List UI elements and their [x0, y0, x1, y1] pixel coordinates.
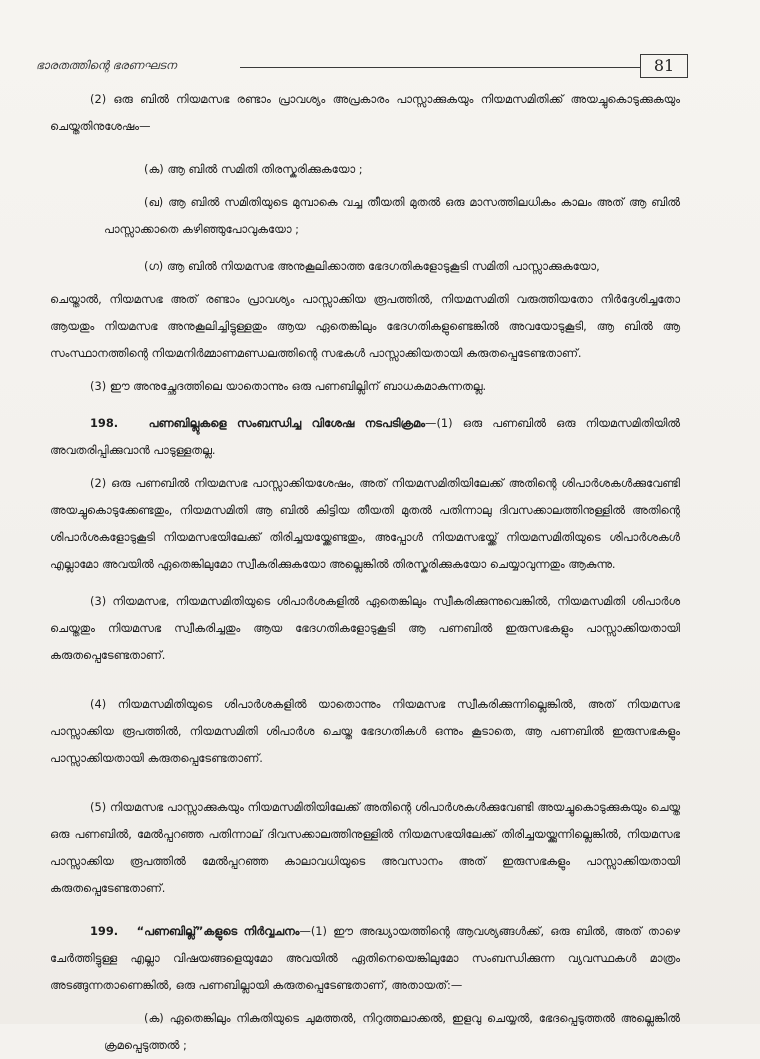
- page-header: [28, 56, 678, 80]
- section-number: 199.: [90, 924, 119, 938]
- section-title: “പണബില്ല്”കളുടെ നിർവ്വചനം: [136, 924, 300, 938]
- section-text: —(1) ഒരു പണബിൽ ഒരു നിയമസമിതിയിൽ അവതരിപ്പിക്കുവാൻ പാടുള്ളതല്ല.: [50, 416, 680, 457]
- paragraph-197-2: (2) ഒരു ബിൽ നിയമസഭ രണ്ടാം പ്രാവശ്യം അപ്രകാരം പാസ്സാക്കുകയും നിയമസമിതിക്ക് അയച്ചുകൊടുക്കുകയും ചെയ്തതിനുശേഷം—: [50, 92, 680, 133]
- section-text: —(1) ഈ അദ്ധ്യായത്തിന്റെ ആവശ്യങ്ങൾക്ക്, ഒരു ബിൽ, അത് താഴെ ചേർത്തിട്ടുള്ള എല്ലാ വിഷയങ്ങളെയുമോ അവയിൽ ഏതിനെയെങ്കിലുമോ സംബന്ധിക്കുന്ന വ്യവസ്ഥകൾ മാത്രം അടങ്ങുന്നതാണെങ്കിൽ, ഒരു പണബില്ലായി കരുതപ്പെടേണ്ടതാണ്, അതായത്:—: [50, 924, 680, 992]
- page-body: [50, 86, 680, 1059]
- section-number: 198.: [90, 416, 119, 430]
- section-198-heading: [50, 410, 680, 464]
- paragraph-197-2-continuation: ചെയ്താൽ, നിയമസഭ അത് രണ്ടാം പ്രാവശ്യം പാസ്സാക്കിയ രൂപത്തിൽ, നിയമസമിതി വരുത്തിയതോ നിർദ്ദേശിച്ചതോ ആയതും നിയമസഭ അനുകൂലിച്ചിട്ടുള്ളതും ആയ ഏതെങ്കിലും ഭേദഗതികളുണ്ടെങ്കിൽ അവയോടുകൂടി, ആ ബിൽ ആ സംസ്ഥാനത്തിന്റെ നിയമനിർമ്മാണമണ്ഡലത്തിന്റെ സഭകൾ പാസ്സാക്കിയതായി കരുതപ്പെടേണ്ടതാണ്.: [50, 292, 680, 360]
- clause-197-2-b: (ഖ) ആ ബിൽ സമിതിയുടെ മുമ്പാകെ വച്ച തീയതി മുതൽ ഒരു മാസത്തിലധികം കാലം അത് ആ ബിൽ പാസ്സാക്കാതെ കഴിഞ്ഞുപോവുകയോ ;: [104, 195, 680, 236]
- clause-199-1-a: (ക) ഏതെങ്കിലും നികുതിയുടെ ചുമത്തൽ, നിറുത്തലാക്കൽ, ഇളവു ചെയ്യൽ, ഭേദപ്പെടുത്തൽ അല്ലെങ്കിൽ ക്രമപ്പെടുത്തൽ ;: [104, 1011, 680, 1052]
- paragraph-198-5: (5) നിയമസഭ പാസ്സാക്കുകയും നിയമസമിതിയിലേക്ക് അതിന്റെ ശിപാർശകൾക്കുവേണ്ടി അയച്ചുകൊടുക്കുകയും ചെയ്ത ഒരു പണബിൽ, മേൽപ്പറഞ്ഞ പതിന്നാല് ദിവസക്കാലത്തിനുള്ളിൽ നിയമസഭയിലേക്ക് തിരിച്ചയയ്ക്കുന്നില്ലെങ്കിൽ, നിയമസഭ പാസ്സാക്കിയ രൂപത്തിൽ മേൽപ്പറഞ്ഞ കാലാവധിയുടെ അവസാനം അത് ഇരുസഭകളും പാസ്സാക്കിയതായി കരുതപ്പെടേണ്ടതാണ്.: [50, 800, 680, 895]
- clause-197-2-a: (ക) ആ ബിൽ സമിതി തിരസ്കരിക്കുകയോ ;: [144, 162, 363, 176]
- paragraph-198-3: (3) നിയമസഭ, നിയമസമിതിയുടെ ശിപാർശകളിൽ ഏതെങ്കിലും സ്വീകരിക്കുന്നുവെങ്കിൽ, നിയമസമിതി ശിപാർശ ചെയ്തതും നിയമസഭ സ്വീകരിച്ചതും ആയ ഭേദഗതികളോടുകൂടി ആ പണബിൽ ഇരുസഭകളും പാസ്സാക്കിയതായി കരുതപ്പെടേണ്ടതാണ്.: [50, 594, 680, 662]
- running-title: ഭാരതത്തിന്റെ ഭരണഘടന: [36, 58, 177, 72]
- paragraph-198-4: (4) നിയമസമിതിയുടെ ശിപാർശകളിൽ യാതൊന്നും നിയമസഭ സ്വീകരിക്കുന്നില്ലെങ്കിൽ, അത് നിയമസഭ പാസ്സാക്കിയ രൂപത്തിൽ, നിയമസമിതി ശിപാർശ ചെയ്ത ഭേദഗതികൾ ഒന്നും കൂടാതെ, ആ പണബിൽ ഇരുസഭകളും പാസ്സാക്കിയതായി കരുതപ്പെടേണ്ടതാണ്.: [50, 697, 680, 765]
- section-199-heading: [50, 918, 680, 999]
- clause-197-2-c: (ഗ) ആ ബിൽ നിയമസഭ അനുകൂലിക്കാത്ത ഭേദഗതികളോടുകൂടി സമിതി പാസ്സാക്കുകയോ,: [144, 259, 600, 273]
- section-title: പണബില്ലുകളെ സംബന്ധിച്ച വിശേഷ നടപടിക്രമം: [148, 416, 426, 430]
- header-rule: [240, 67, 640, 68]
- page-number: 81: [640, 54, 688, 78]
- paragraph-198-2: (2) ഒരു പണബിൽ നിയമസഭ പാസ്സാക്കിയശേഷം, അത് നിയമസമിതിയിലേക്ക് അതിന്റെ ശിപാർശകൾക്കുവേണ്ടി അയച്ചുകൊടുക്കേണ്ടതും, നിയമസമിതി ആ ബിൽ കിട്ടിയ തീയതി മുതൽ പതിന്നാലു ദിവസക്കാലത്തിനുള്ളിൽ അതിന്റെ ശിപാർശകളോടുകൂടി നിയമസഭയിലേക്ക് തിരിച്ചയയ്ക്കേണ്ടതും, അപ്പോൾ നിയമസഭയ്ക്ക് നിയമസമിതിയുടെ ശിപാർശകൾ എല്ലാമോ അവയിൽ ഏതെങ്കിലുമോ സ്വീകരിക്കുകയോ അല്ലെങ്കിൽ തിരസ്കരിക്കുകയോ ചെയ്യാവുന്നതും ആകുന്നു.: [50, 476, 680, 571]
- paragraph-197-3: (3) ഈ അനുച്ഛേദത്തിലെ യാതൊന്നും ഒരു പണബില്ലിന് ബാധകമാകുന്നതല്ല.: [90, 379, 487, 393]
